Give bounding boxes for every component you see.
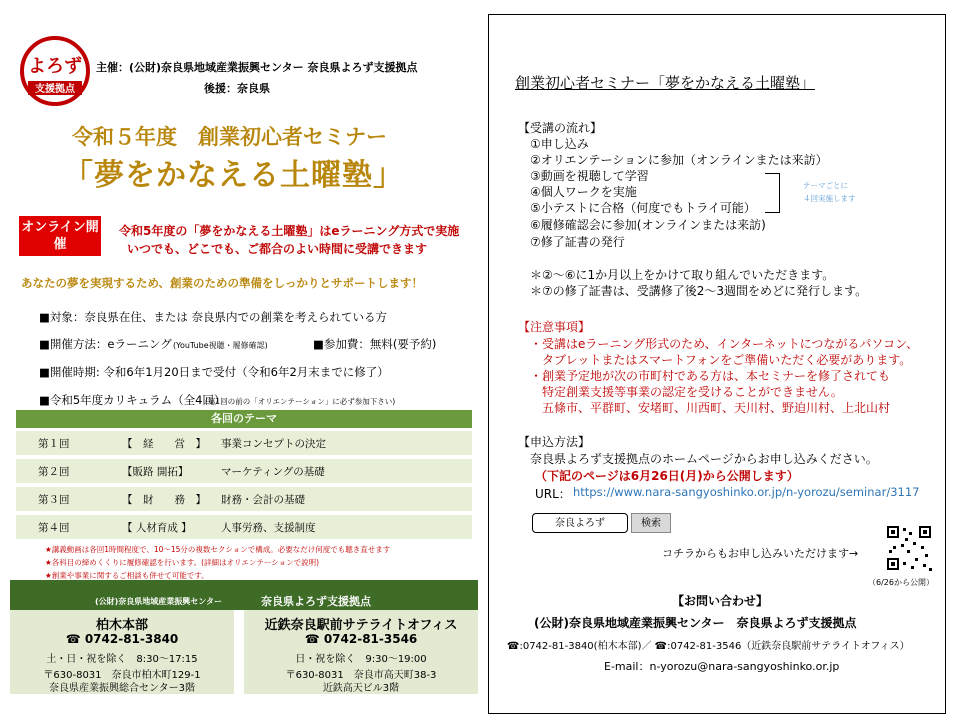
- logo-subtext: 支援拠点: [35, 84, 75, 95]
- apply-text: 奈良県よろず支援拠点のホームページからお申し込みください。: [530, 452, 878, 466]
- office-satellite: [244, 610, 478, 694]
- right-title: 創業初心者セミナー「夢をかなえる土曜塾」: [515, 74, 816, 92]
- row-category: 【 財 務 】: [122, 494, 206, 506]
- bracket-note: ４回実施します: [803, 194, 856, 203]
- note-1: ★講義動画は各回1時間程度で、10～15分の複数セクションで構成。必要なだけ何度でも聴き直せます: [45, 545, 391, 554]
- flow-step: ⑥履修確認会に参加(オンラインまたは来訪): [530, 218, 766, 232]
- search-button[interactable]: 検索: [631, 513, 671, 533]
- row-number: 第３回: [38, 494, 70, 506]
- office-hours: 日・祝を除く 9:30～19:00: [295, 654, 427, 665]
- office-address: 〒630-8031 奈良市柏木町129-1: [43, 670, 201, 681]
- qr-caption: （6/26から公開）: [868, 578, 934, 587]
- row-theme: 財務・会計の基礎: [221, 494, 305, 506]
- flow-step: ③動画を視聴して学習: [530, 169, 649, 183]
- caution-line: ・受講はeラーニング形式のため、インターネットにつながるパソコン、: [530, 337, 919, 351]
- office-address: 〒630-8031 奈良市高天町38-3: [285, 670, 437, 681]
- online-text-2: いつでも、どこでも、ご都合のよい時間に受講できます: [127, 242, 428, 256]
- office-building: 近鉄高天ビル3階: [322, 683, 400, 694]
- office-tel: ☎ 0742-81-3546: [304, 632, 418, 646]
- office-tel: ☎ 0742-81-3840: [65, 632, 179, 646]
- caution-header: 【注意事項】: [518, 320, 591, 334]
- flow-step: ④個人ワークを実施: [530, 185, 637, 199]
- organizer-text: 主催：(公財)奈良県地域産業振興センター 奈良県よろず支援拠点: [96, 61, 418, 74]
- flow-step: ②オリエンテーションに参加（オンラインまたは来訪）: [530, 153, 828, 167]
- caution-line: 五條市、平群町、安堵町、川西町、天川村、野迫川村、上北山村: [530, 401, 891, 415]
- search-input[interactable]: 奈良よろず: [532, 513, 628, 533]
- note-2: ★各科目の締めくくりに履修確認を行います。(詳細はオリエンテーションで説明): [45, 558, 320, 567]
- caution-line: 特定創業支援等事業の認定を受けることができません。: [530, 385, 843, 399]
- note-3: ★創業や事業に関するご相談も併せて可能です。: [45, 571, 209, 580]
- curriculum-sub: (第1回の前の「オリエンテーション」に必ず参加下さい): [205, 397, 396, 406]
- flow-step: ①申し込み: [530, 137, 589, 151]
- url-label: URL：: [535, 487, 571, 501]
- table-row: [16, 515, 472, 539]
- row-theme: マーケティングの基礎: [221, 466, 325, 478]
- row-theme: 事業コンセプトの決定: [221, 438, 326, 450]
- inquiry-email[interactable]: E-mail：n-yorozu@nara-sangyoshinko.or.jp: [604, 660, 840, 673]
- method-bullet: ■開催方法：eラーニング: [39, 337, 172, 351]
- seminar-subtitle: 「夢をかなえる土曜塾」: [63, 158, 404, 193]
- office-name: 柏木本部: [95, 618, 148, 633]
- bracket-note: テーマごとに: [803, 181, 848, 190]
- office-kashiwagi: [10, 610, 234, 694]
- flow-step: ⑤小テストに合格（何度でもトライ可能）: [530, 201, 756, 215]
- qr-note: コチラからもお申し込みいただけます→: [662, 547, 859, 560]
- row-number: 第１回: [38, 438, 70, 450]
- apply-date: （下記のページは6月26日(月)から公開します）: [535, 469, 799, 483]
- table-row: [16, 431, 472, 455]
- sponsor-text: 後援：奈良県: [204, 82, 270, 95]
- method-sub: (YouTube視聴・履修確認): [173, 341, 268, 350]
- flow-note: ＊⑦の修了証書は、受講修了後2～3週間をめどに発行します。: [530, 284, 868, 298]
- office-band: [10, 580, 478, 610]
- band-org: (公財)奈良県地域産業振興センター: [95, 597, 222, 606]
- row-category: 【販路 開拓】: [122, 466, 189, 478]
- row-number: 第２回: [38, 466, 70, 478]
- period-bullet: ■開催時期: 令和6年1月20日まで受付（令和6年2月末までに修了）: [39, 365, 389, 379]
- curriculum-bullet: ■令和5年度カリキュラム（全4回）: [39, 393, 226, 407]
- tagline: あなたの夢を実現するため、創業のための準備をしっかりとサポートします！: [21, 276, 424, 290]
- flow-note: ＊②～⑥に1か月以上をかけて取り組んでいただきます。: [530, 268, 835, 282]
- seminar-title: 令和５年度 創業初心者セミナー: [72, 125, 387, 149]
- bracket: [765, 173, 780, 213]
- url-link[interactable]: https://www.nara-sangyoshinko.or.jp/n-yorozu/seminar/3117: [573, 485, 920, 499]
- office-hours: 土・日・祝を除く 8:30～17:15: [46, 654, 198, 665]
- caution-line: ・創業予定地が次の市町村である方は、本セミナーを修了されても: [530, 369, 891, 383]
- row-category: 【 経 営 】: [122, 438, 206, 450]
- inquiry-org: (公財)奈良県地域産業振興センター 奈良県よろず支援拠点: [534, 616, 857, 630]
- table-row: [16, 459, 472, 483]
- online-badge: オンライン開催: [19, 216, 101, 256]
- inquiry-tel: ☎:0742-81-3840(柏木本部)／ ☎:0742-81-3546（近鉄奈良駅前サテライトオフィス）: [507, 641, 910, 652]
- logo-text: よろず: [28, 56, 82, 77]
- fee-bullet: ■参加費：無料(要予約): [313, 337, 437, 351]
- inquiry-header: 【お問い合わせ】: [672, 594, 769, 608]
- table-row: [16, 487, 472, 511]
- flow-header: 【受講の流れ】: [518, 121, 603, 135]
- office-name: 近鉄奈良駅前サテライトオフィス: [264, 618, 458, 633]
- yorozu-logo: [20, 36, 90, 106]
- curriculum-table-header: 各回のテーマ: [16, 410, 472, 428]
- row-number: 第４回: [38, 522, 70, 534]
- target-bullet: ■対象：奈良県在住、または 奈良県内での創業を考えられている方: [39, 310, 388, 324]
- caution-line: タブレットまたはスマートフォンをご準備いただく必要があります。: [530, 353, 912, 367]
- qr-code-icon[interactable]: [885, 524, 933, 572]
- row-category: 【 人材育成 】: [122, 522, 192, 534]
- office-building: 奈良県産業振興総合センター3階: [49, 683, 195, 694]
- flow-step: ⑦修了証書の発行: [530, 235, 625, 249]
- apply-header: 【申込方法】: [518, 435, 591, 449]
- online-text-1: 令和5年度の「夢をかなえる土曜塾」はeラーニング方式で実施: [119, 224, 460, 238]
- row-theme: 人事労務、支援制度: [221, 522, 316, 534]
- band-name: 奈良県よろず支援拠点: [261, 595, 371, 608]
